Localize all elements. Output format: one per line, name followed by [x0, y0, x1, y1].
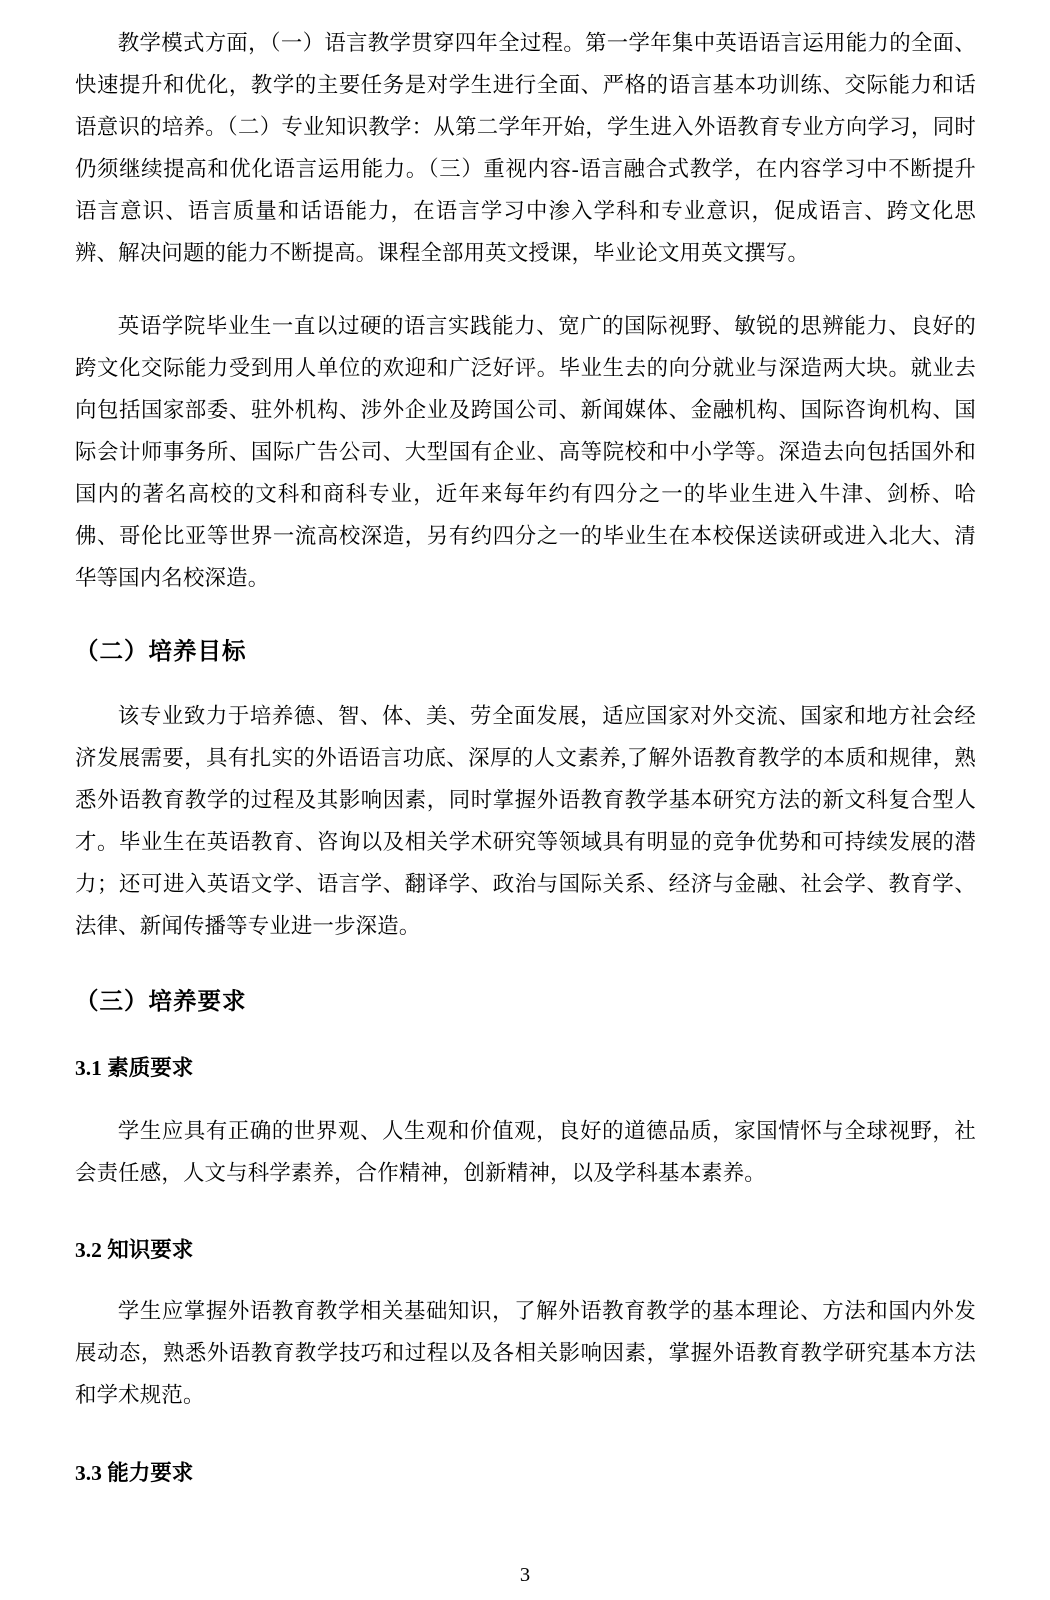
- heading-training-objectives: （二）培养目标: [75, 638, 247, 664]
- paragraph-knowledge-requirements: 学生应掌握外语教育教学相关基础知识，了解外语教育教学的基本理论、方法和国内外发展动态，熟悉外语教育教学技巧和过程以及各相关影响因素，掌握外语教育教学研究基本方法和学术规范。: [75, 1299, 976, 1407]
- paragraph-teaching-mode: 教学模式方面，（一）语言教学贯穿四年全过程。第一学年集中英语语言运用能力的全面、快速提升和优化，教学的主要任务是对学生进行全面、严格的语言基本功训练、交际能力和话语意识的培养。（二）专业知识教学：从第二学年开始，学生进入外语教育专业方向学习，同时仍须继续提高和优化语言运用能力。（三）重视内容-语言融合式教学，在内容学习中不断提升语言意识、语言质量和话语能力，在语言学习中渗入学科和专业意识，促成语言、跨文化思辨、解决问题的能力不断提高。课程全部用英文授课，毕业论文用英文撰写。: [75, 31, 976, 265]
- subheading-knowledge-requirements: 3.2 知识要求: [75, 1238, 194, 1262]
- paragraph-graduates: 英语学院毕业生一直以过硬的语言实践能力、宽广的国际视野、敏锐的思辨能力、良好的跨文化交际能力受到用人单位的欢迎和广泛好评。毕业生去的向分就业与深造两大块。就业去向包括国家部委、驻外机构、涉外企业及跨国公司、新闻媒体、金融机构、国际咨询机构、国际会计师事务所、国际广告公司、大型国有企业、高等院校和中小学等。深造去向包括国外和国内的著名高校的文科和商科专业，近年来每年约有四分之一的毕业生进入牛津、剑桥、哈佛、哥伦比亚等世界一流高校深造，另有约四分之一的毕业生在本校保送读研或进入北大、清华等国内名校深造。: [75, 314, 976, 590]
- subheading-quality-requirements: 3.1 素质要求: [75, 1056, 194, 1080]
- subheading-ability-requirements: 3.3 能力要求: [75, 1461, 194, 1485]
- page-number: 3: [519, 1564, 531, 1586]
- paragraph-quality-requirements: 学生应具有正确的世界观、人生观和价值观，良好的道德品质，家国情怀与全球视野，社会责任感，人文与科学素养，合作精神，创新精神，以及学科基本素养。: [75, 1119, 976, 1185]
- paragraph-training-objectives: 该专业致力于培养德、智、体、美、劳全面发展，适应国家对外交流、国家和地方社会经济发展需要，具有扎实的外语语言功底、深厚的人文素养,了解外语教育教学的本质和规律，熟悉外语教育教学的过程及其影响因素，同时掌握外语教育教学基本研究方法的新文科复合型人才。毕业生在英语教育、咨询以及相关学术研究等领域具有明显的竞争优势和可持续发展的潜力；还可进入英语文学、语言学、翻译学、政治与国际关系、经济与金融、社会学、教育学、法律、新闻传播等专业进一步深造。: [75, 704, 976, 938]
- heading-training-requirements: （三）培养要求: [75, 988, 247, 1014]
